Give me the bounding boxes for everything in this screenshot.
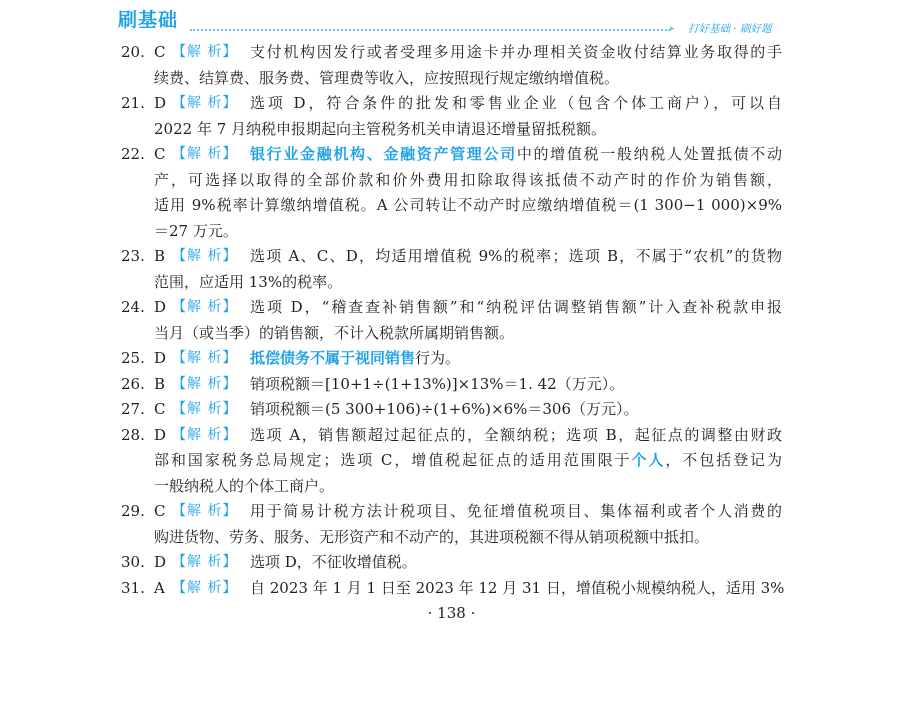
arrow-icon: ▸: [670, 24, 675, 34]
question-number: 24.: [121, 298, 145, 316]
question-number: 29.: [121, 502, 145, 520]
answer-line: [0, 117, 903, 143]
explanation-text: 抵偿债务不属于视同销售行为。: [250, 349, 461, 367]
question-number: 26.: [121, 374, 145, 393]
analysis-tag: 【解 析】: [172, 299, 238, 315]
analysis-tag: 【解 析】: [172, 503, 238, 519]
answer-line: [0, 295, 903, 321]
answer-item: [0, 550, 903, 576]
analysis-tag: 【解 析】: [172, 579, 238, 596]
answer-letter: C: [154, 145, 166, 163]
analysis-tag: 【解 析】: [172, 146, 238, 162]
answer-item: [0, 142, 903, 244]
analysis-tag: 【解 析】: [172, 426, 238, 443]
explanation-text: 范围，应适用 13%的税率。: [154, 272, 343, 291]
answer-item: [0, 91, 903, 142]
explanation-text: 选项 D，符合条件的批发和零售业企业（包含个体工商户），可以自: [250, 94, 782, 112]
answer-letter: D: [154, 425, 167, 444]
answer-letter: D: [154, 349, 167, 367]
answer-item: [0, 423, 903, 500]
answer-letter: C: [154, 400, 166, 418]
answer-line: [0, 219, 903, 245]
answer-letter: C: [154, 43, 166, 61]
explanation-text: 选项 D，“稽查查补销售额”和“纳税评估调整销售额”计入查补税款申报: [250, 298, 782, 316]
explanation-text: ＝27 万元。: [154, 221, 238, 240]
answer-line: [0, 372, 903, 398]
explanation-text: 当月（或当季）的销售额，不计入税款所属期销售额。: [154, 323, 515, 342]
answer-letter: B: [154, 247, 166, 265]
explanation-text: 自 2023 年 1 月 1 日至 2023 年 12 月 31 日，增值税小规模纳税人，适用 3%: [250, 578, 785, 597]
answer-line: [0, 193, 903, 219]
answer-list: [0, 40, 903, 601]
question-number: 31.: [121, 578, 145, 597]
explanation-text: 销项税额＝[10+1÷(1+13%)]×13%＝1. 42（万元）。: [250, 374, 625, 393]
question-number: 20.: [121, 43, 145, 61]
explanation-text: 2022 年 7 月纳税申报期起向主管税务机关申请退还增量留抵税额。: [154, 119, 607, 138]
answer-line: [0, 321, 903, 347]
highlighted-keyword: 抵偿债务不属于视同销售: [250, 349, 416, 367]
highlighted-keyword: 个人: [631, 451, 666, 469]
answer-line: [0, 91, 903, 117]
explanation-text: 选项 A、C、D，均适用增值税 9%的税率；选项 B，不属于“农机”的货物: [250, 247, 782, 265]
answer-line: [0, 66, 903, 92]
answer-line: [0, 474, 903, 500]
header-slogan: 打好基础 · 刷好题: [688, 23, 772, 35]
analysis-tag: 【解 析】: [172, 44, 238, 60]
highlighted-keyword: 银行业金融机构、金融资产管理公司: [250, 145, 517, 163]
answer-line: [0, 270, 903, 296]
question-number: 21.: [121, 94, 145, 112]
analysis-tag: 【解 析】: [172, 554, 238, 570]
explanation-text: 产，可选择以取得的全部价款和价外费用扣除取得该抵债不动产时的作价为销售额，: [154, 170, 782, 189]
explanation-text: 选项 D，不征收增值税。: [250, 553, 417, 571]
analysis-tag: 【解 析】: [172, 350, 238, 366]
question-number: 28.: [121, 425, 145, 444]
answer-letter: D: [154, 298, 167, 316]
answer-letter: A: [154, 578, 165, 597]
explanation-text: 部和国家税务总局规定；选项 C，增值税起征点的适用范围限于个人，不包括登记为: [154, 451, 782, 469]
answer-line: [0, 499, 903, 525]
answer-line: [0, 168, 903, 194]
section-logo: 刷基础: [118, 9, 179, 31]
header-dotted-rule: [190, 29, 670, 31]
answer-item: [0, 576, 903, 602]
analysis-tag: 【解 析】: [172, 401, 238, 417]
answer-letter: B: [154, 374, 166, 393]
question-number: 27.: [121, 400, 145, 418]
answer-item: [0, 244, 903, 295]
answer-line: [0, 550, 903, 576]
answer-line: [0, 346, 903, 372]
page-header: [0, 0, 903, 40]
explanation-text: 购进货物、劳务、服务、无形资产和不动产的，其进项税额不得从销项税额中抵扣。: [154, 527, 710, 546]
explanation-text: 银行业金融机构、金融资产管理公司中的增值税一般纳税人处置抵债不动: [250, 145, 782, 163]
answer-item: [0, 499, 903, 550]
answer-item: [0, 295, 903, 346]
question-number: 23.: [121, 247, 145, 265]
question-number: 30.: [121, 553, 145, 571]
analysis-tag: 【解 析】: [172, 375, 238, 392]
answer-line: [0, 525, 903, 551]
answer-letter: D: [154, 553, 167, 571]
answer-letter: D: [154, 94, 167, 112]
explanation-text: 适用 9%税率计算缴纳增值税。A 公司转让不动产时应缴纳增值税＝(1 300−1 000)×9%: [154, 196, 782, 214]
answer-line: [0, 244, 903, 270]
answer-letter: C: [154, 502, 166, 520]
answer-item: [0, 372, 903, 398]
explanation-text: 选项 A，销售额超过起征点的，全额纳税；选项 B，起征点的调整由财政: [250, 425, 782, 444]
analysis-tag: 【解 析】: [172, 95, 238, 111]
page-number: · 138 ·: [427, 604, 476, 622]
analysis-tag: 【解 析】: [172, 248, 238, 264]
explanation-text: 用于简易计税方法计税项目、免征增值税项目、集体福利或者个人消费的: [250, 502, 782, 520]
explanation-text: 一般纳税人的个体工商户。: [154, 476, 335, 495]
answer-line: [0, 576, 903, 602]
question-number: 22.: [121, 145, 145, 163]
answer-item: [0, 40, 903, 91]
answer-item: [0, 397, 903, 423]
answer-line: [0, 397, 903, 423]
answer-line: [0, 40, 903, 66]
explanation-text: 续费、结算费、服务费、管理费等收入，应按照现行规定缴纳增值税。: [154, 68, 620, 87]
answer-item: [0, 346, 903, 372]
answer-line: [0, 142, 903, 168]
explanation-text: 销项税额＝(5 300+106)÷(1+6%)×6%＝306（万元）。: [250, 400, 639, 418]
question-number: 25.: [121, 349, 145, 367]
answer-line: [0, 448, 903, 474]
explanation-text: 支付机构因发行或者受理多用途卡并办理相关资金收付结算业务取得的手: [250, 43, 782, 61]
answer-line: [0, 423, 903, 449]
